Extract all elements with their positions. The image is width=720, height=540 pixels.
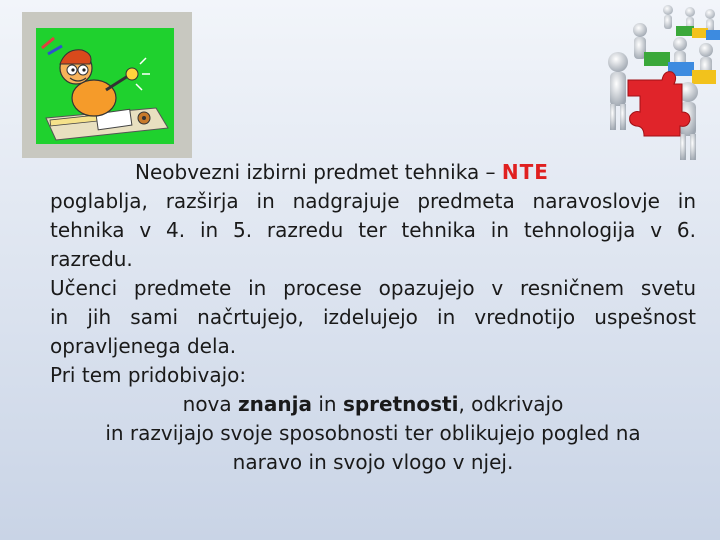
paragraph3-intro: Pri tem pridobivajo: [50, 363, 247, 387]
paragraph1-line3: razredu. [50, 247, 133, 271]
paragraph2-line2: in jih sami načrtujejo, izdelujejo in vrednotijo uspešnost [50, 305, 696, 329]
paragraph2-line3: opravljenega dela. [50, 334, 237, 358]
centered1-bold1: znanja [238, 392, 312, 416]
centered1-bold2: spretnosti [342, 392, 459, 416]
title-line [50, 158, 696, 187]
centered1-post: , odkrivajo [458, 392, 564, 416]
centered1-mid: in [311, 392, 343, 416]
clipart-frame [22, 12, 192, 158]
body-text [50, 158, 696, 477]
centered1-pre: nova [182, 392, 239, 416]
title-code: NTE [501, 160, 549, 184]
paragraph3-centered2: in razvijajo svoje sposobnosti ter oblikujejo pogled na [105, 421, 641, 445]
paragraph3-centered1 [50, 390, 696, 419]
paragraph2-line1: Učenci predmete in procese opazujejo v resničnem svetu [50, 276, 696, 300]
paragraph3-centered3: naravo in svojo vlogo v njej. [232, 450, 514, 474]
cartoon-scientist-icon [36, 28, 174, 144]
paragraph1-line1: poglablja, razširja in nadgrajuje predmeta naravoslovje in [50, 189, 696, 213]
title-prefix: Neobvezni izbirni predmet tehnika – [135, 160, 502, 184]
puzzle-team-icon [540, 0, 720, 175]
paragraph1-line2: tehnika v 4. in 5. razredu ter tehnika in tehnologija v 6. [50, 218, 696, 242]
